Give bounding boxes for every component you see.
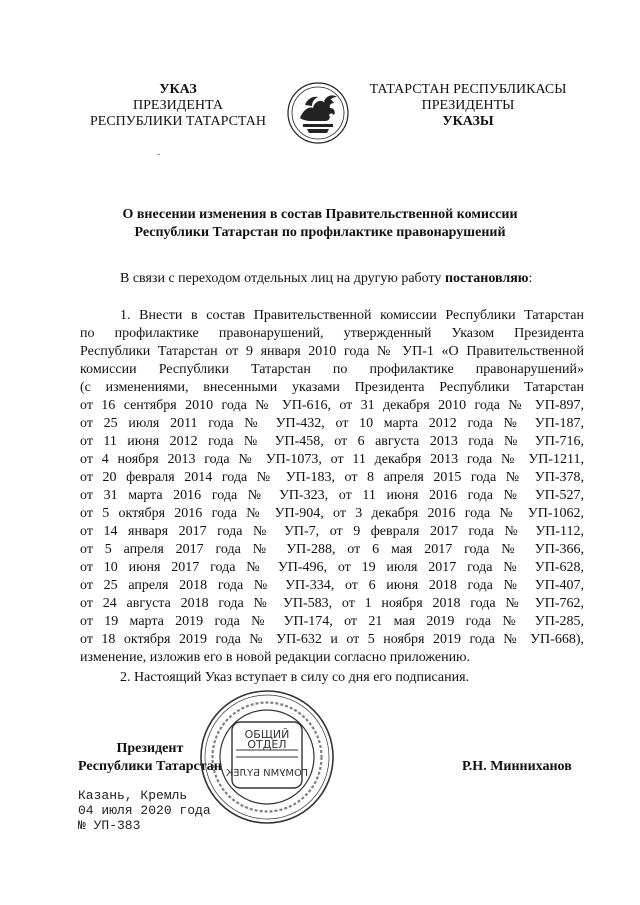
decree-word: УКАЗ xyxy=(159,82,197,97)
issue-date: 04 июля 2020 года xyxy=(78,803,211,818)
paragraph-line: от 31 марта 2016 года № УП-323, от 11 июня 2016 года № УП-527, xyxy=(80,488,584,503)
paragraph-line: от 19 марта 2019 года № УП-174, от 21 мая 2019 года № УП-285, xyxy=(80,614,584,629)
paragraph-line: от 20 февраля 2014 года № УП-183, от 8 апреля 2015 года № УП-378, xyxy=(80,470,584,485)
seal-dept-line: ОТДЕЛ xyxy=(247,738,287,751)
issue-place: Казань, Кремль xyxy=(78,788,188,803)
paragraph-line: комиссии Республики Татарстан по профилактике правонарушений» xyxy=(80,362,584,377)
header-left xyxy=(78,82,278,130)
seal-dept-line-tatar: ГОМУМИ БҮЛЕК xyxy=(226,768,308,779)
intro-paragraph xyxy=(120,270,532,288)
paragraph-line: от 18 октября 2019 года № УП-632 и от 5 ноября 2019 года № УП-668), xyxy=(80,632,584,647)
signatory-name: Р.Н. Минниханов xyxy=(462,759,572,774)
paragraph-line: от 5 апреля 2017 года № УП-288, от 6 мая 2017 года № УП-366, xyxy=(80,542,584,557)
paragraph-line: от 25 июля 2011 года № УП-432, от 10 марта 2012 года № УП-187, xyxy=(80,416,584,431)
signatory-title-line: Республики Татарстан xyxy=(78,759,222,774)
paragraph-line: от 10 июня 2017 года № УП-496, от 19 июля 2017 года № УП-628, xyxy=(80,560,584,575)
paragraph-line: от 25 апреля 2018 года № УП-334, от 6 июня 2018 года № УП-407, xyxy=(80,578,584,593)
paragraph-line: 1. Внести в состав Правительственной комиссии Республики Татарстан xyxy=(120,308,584,323)
paragraph-line: от 24 августа 2018 года № УП-583, от 1 ноября 2018 года № УП-762, xyxy=(80,596,584,611)
place-date-block xyxy=(78,788,211,833)
paragraph-line: (с изменениями, внесенными указами Президента Республики Татарстан xyxy=(80,380,584,395)
intro-text: В связи с переходом отдельных лиц на другую работу xyxy=(120,271,445,286)
paragraph-2: 2. Настоящий Указ вступает в силу со дня его подписания. xyxy=(120,670,470,685)
paragraph-line: по профилактике правонарушений, утвержденный Указом Президента xyxy=(80,326,584,341)
paragraph-1 xyxy=(80,307,584,667)
intro-end: : xyxy=(528,271,533,286)
scan-speck xyxy=(157,154,160,155)
paragraph-line: Республики Татарстан от 9 января 2010 года № УП-1 «О Правительственной xyxy=(80,344,584,359)
republic-name-tatar: ТАТАРСТАН РЕСПУБЛИКАСЫ xyxy=(369,82,567,97)
title-line: Республики Татарстан по профилактике правонарушений xyxy=(134,225,506,240)
president-word: ПРЕЗИДЕНТА xyxy=(133,98,223,113)
president-word-tatar: ПРЕЗИДЕНТЫ xyxy=(421,98,515,113)
document-title xyxy=(60,206,580,242)
header-right xyxy=(368,82,568,130)
paragraph-line: от 16 сентября 2010 года № УП-616, от 31 декабря 2010 года № УП-897, xyxy=(80,398,584,413)
paragraph-line: от 11 июня 2012 года № УП-458, от 6 августа 2013 года № УП-716, xyxy=(80,434,584,449)
paragraph-line: от 14 января 2017 года № УП-7, от 9 февраля 2017 года № УП-112, xyxy=(80,524,584,539)
intro-keyword: постановляю xyxy=(444,271,529,286)
republic-name: РЕСПУБЛИКИ ТАТАРСТАН xyxy=(89,114,266,129)
paragraph-line: изменение, изложив его в новой редакции согласно приложению. xyxy=(80,650,471,665)
decree-number: № УП-383 xyxy=(78,818,141,833)
tatarstan-coat-of-arms-icon xyxy=(287,82,349,144)
decree-word-tatar: УКАЗЫ xyxy=(442,114,494,129)
official-seal-stamp xyxy=(198,688,336,826)
title-line: О внесении изменения в состав Правительственной комиссии xyxy=(122,207,518,222)
paragraph-line: от 5 октября 2016 года № УП-904, от 3 декабря 2016 года № УП-1062, xyxy=(80,506,584,521)
seal-dept-line: ОБЩИЙ xyxy=(244,728,290,741)
paragraph-line: от 4 ноября 2013 года № УП-1073, от 11 декабря 2013 года № УП-1211, xyxy=(80,452,584,467)
signatory-title-line: Президент xyxy=(116,741,184,756)
